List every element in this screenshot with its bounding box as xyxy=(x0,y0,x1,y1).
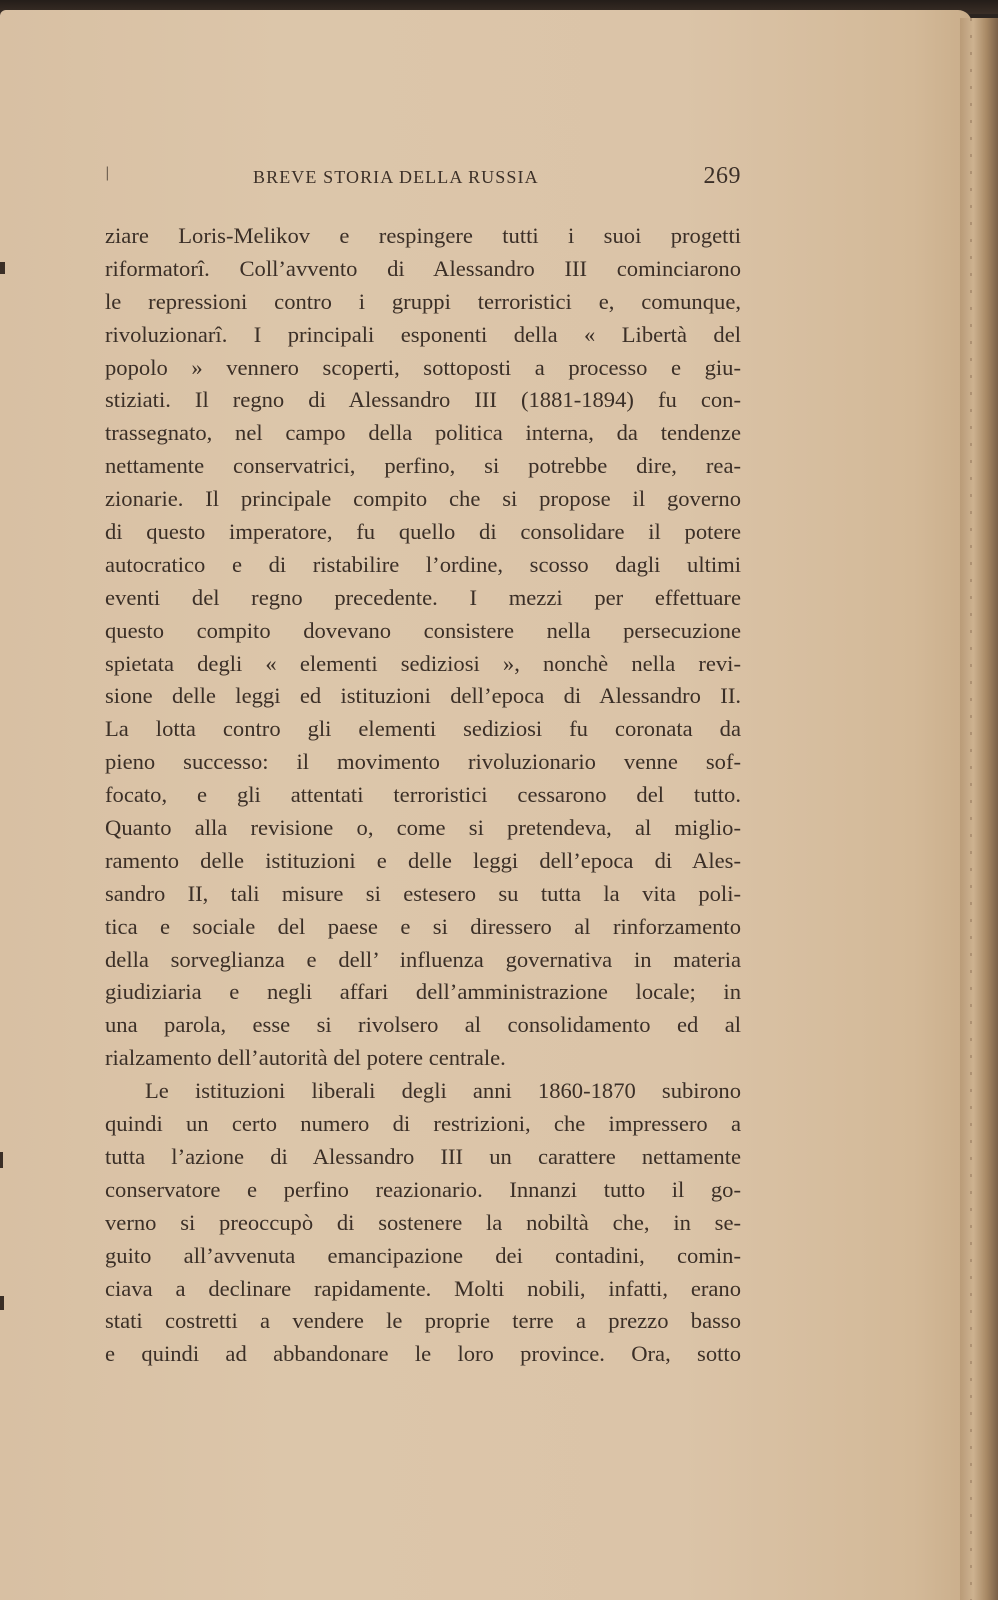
running-title: BREVE STORIA DELLA RUSSIA xyxy=(253,167,539,187)
text-line: riformatorî. Coll’avvento di Alessandro III cominciarono xyxy=(105,255,741,281)
text-line: focato, e gli attentati terroristici cessarono del tutto. xyxy=(105,782,741,808)
text-line: ciava a declinare rapidamente. Molti nobili, infatti, erano xyxy=(105,1275,741,1301)
text-line: autocratico e di ristabilire l’ordine, scosso dagli ultimi xyxy=(105,551,741,577)
text-line: verno si preoccupò di sostenere la nobiltà che, in se- xyxy=(105,1209,741,1235)
text-line: popolo » vennero scoperti, sottoposti a processo e giu- xyxy=(105,354,741,380)
text-line: una parola, esse si rivolsero al consolidamento ed al xyxy=(105,1012,741,1038)
text-line: questo compito dovevano consistere nella persecuzione xyxy=(105,617,741,643)
text-line: nettamente conservatrici, perfino, si potrebbe dire, rea- xyxy=(105,453,741,479)
text-line: della sorveglianza e dell’ influenza governativa in materia xyxy=(105,946,741,972)
text-line: stati costretti a vendere le proprie terre a prezzo basso xyxy=(105,1308,741,1334)
text-line: sione delle leggi ed istituzioni dell’epoca di Alessandro II. xyxy=(105,683,741,709)
text-line: e quindi ad abbandonare le loro province. Ora, sotto xyxy=(105,1341,741,1367)
text-line: di questo imperatore, fu quello di consolidare il potere xyxy=(105,519,741,545)
text-line: guito all’avvenuta emancipazione dei contadini, comin- xyxy=(105,1242,741,1268)
text-line: quindi un certo numero di restrizioni, che impressero a xyxy=(105,1111,741,1137)
text-line: ziare Loris-Melikov e respingere tutti i suoi progetti xyxy=(105,223,741,248)
text-line: giudiziaria e negli affari dell’amministrazione locale; in xyxy=(105,979,741,1005)
running-header xyxy=(105,163,741,193)
paragraph-start-line: Le istituzioni liberali degli anni 1860-1870 subirono xyxy=(145,1078,741,1104)
paragraph-end-line: rialzamento dell’autorità del potere centrale. xyxy=(105,1045,506,1071)
page-edge-stack xyxy=(960,18,998,1600)
margin-tick: | xyxy=(105,165,110,181)
margin-mark xyxy=(0,1296,4,1310)
text-line: rivoluzionarî. I principali esponenti della « Libertà del xyxy=(105,321,741,347)
text-line: La lotta contro gli elementi sediziosi fu coronata da xyxy=(105,716,741,742)
page-number: 269 xyxy=(703,163,741,189)
text-line: ramento delle istituzioni e delle leggi dell’epoca di Ales- xyxy=(105,847,741,873)
text-line: le repressioni contro i gruppi terroristici e, comunque, xyxy=(105,288,741,314)
text-line: trassegnato, nel campo della politica interna, da tendenze xyxy=(105,420,741,446)
text-line: zionarie. Il principale compito che si propose il governo xyxy=(105,486,741,512)
margin-mark xyxy=(0,262,5,274)
text-line: tutta l’azione di Alessandro III un carattere nettamente xyxy=(105,1143,741,1169)
text-line: conservatore e perfino reazionario. Innanzi tutto il go- xyxy=(105,1176,741,1202)
text-line: Quanto alla revisione o, come si pretendeva, al miglio- xyxy=(105,815,741,841)
text-line: pieno successo: il movimento rivoluzionario venne sof- xyxy=(105,749,741,775)
text-line: eventi del regno precedente. I mezzi per effettuare xyxy=(105,584,741,610)
text-line: stiziati. Il regno di Alessandro III (1881-1894) fu con- xyxy=(105,387,741,413)
text-line: spietata degli « elementi sediziosi », nonchè nella revi- xyxy=(105,650,741,676)
body-text xyxy=(105,220,741,1371)
text-line: tica e sociale del paese e si diressero al rinforzamento xyxy=(105,913,741,939)
text-line: sandro II, tali misure si estesero su tutta la vita poli- xyxy=(105,880,741,906)
margin-mark xyxy=(0,1152,3,1168)
